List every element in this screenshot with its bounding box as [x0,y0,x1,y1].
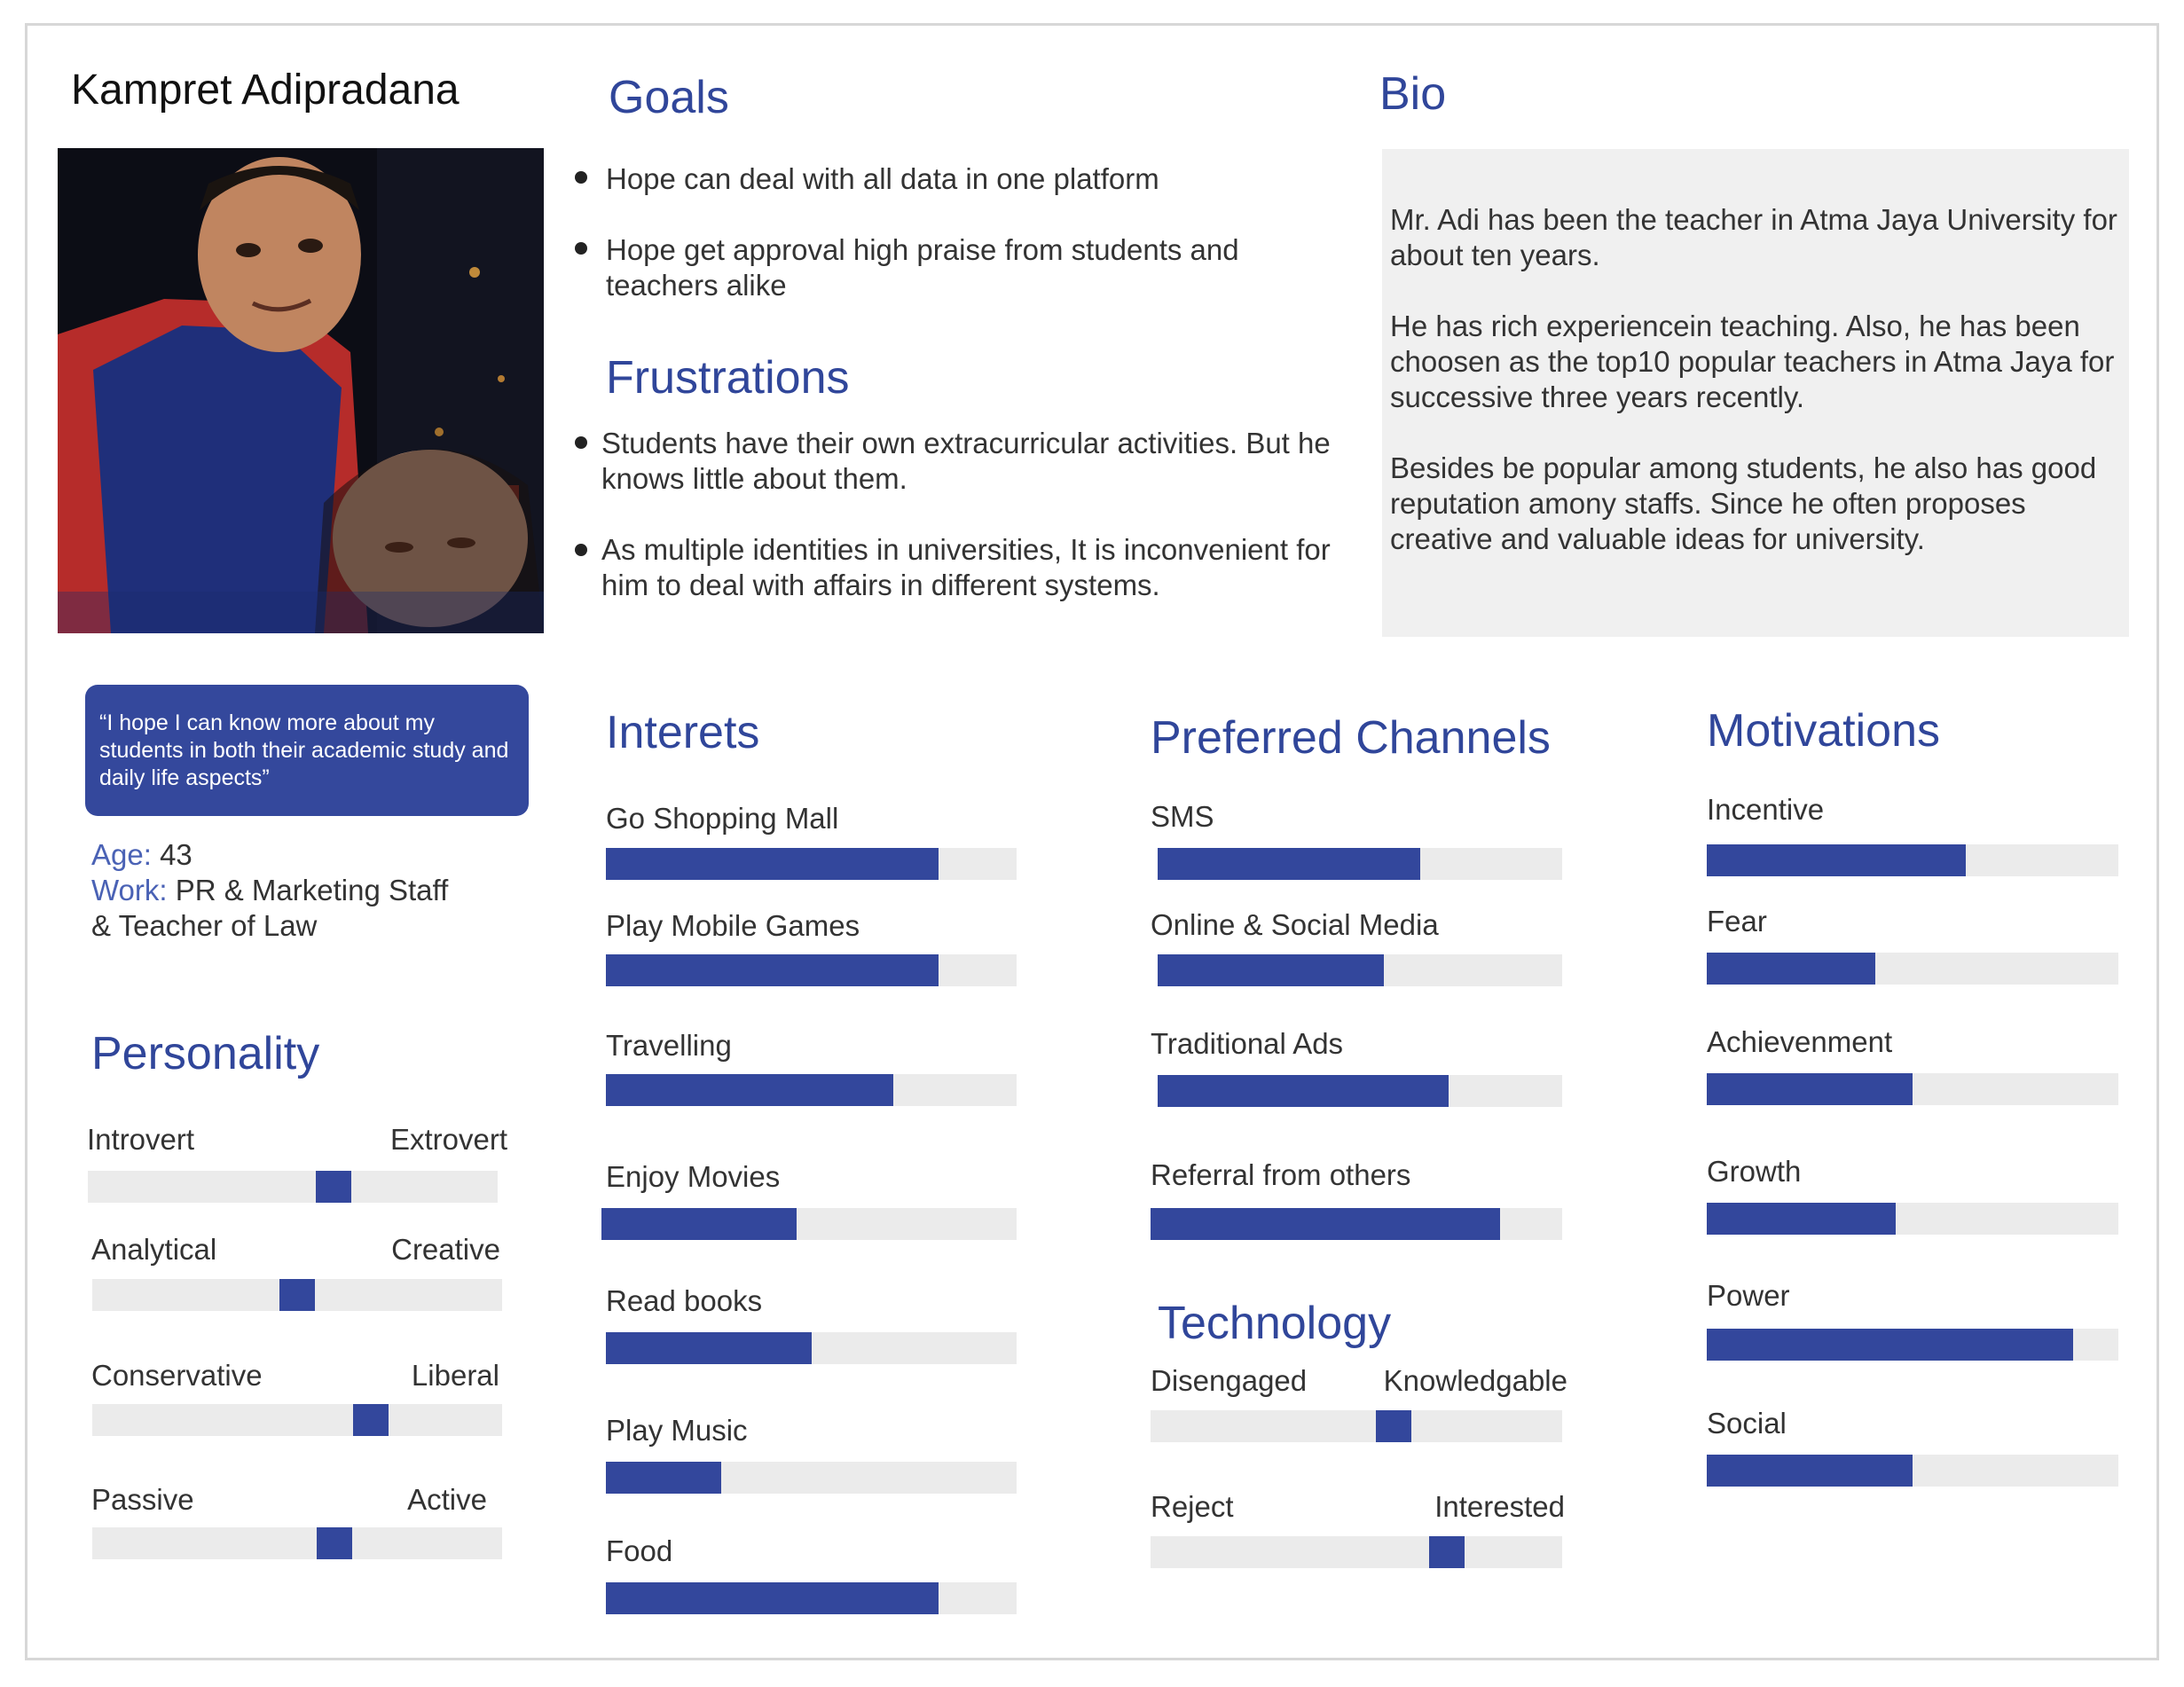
frustration-item: As multiple identities in universities, It is inconvenient for him to deal with affairs in different systems. [601,533,1331,601]
motivation-bar [1707,1455,2118,1487]
persona-age [91,837,192,873]
bar-fill [1707,953,1875,985]
motivation-label: Incentive [1707,793,1825,826]
bar-fill [1158,1075,1449,1107]
scale-right-label: Liberal [411,1359,499,1392]
interest-label: Play Mobile Games [606,909,860,942]
channel-bar [1158,1075,1562,1107]
bio-paragraph: He has rich experiencein teaching. Also, he has been choosen as the top10 popular teachers in Atma Jaya for successive three years recently. [1390,310,2115,413]
bar-fill [1158,954,1384,986]
channel-bar [1158,848,1562,880]
scale-left-label: Reject [1151,1490,1234,1523]
scale-right-label: Interested [1434,1490,1565,1523]
persona-photo [58,148,544,633]
bar-fill [606,954,939,986]
age-label: Age: [91,838,152,871]
bar-fill [606,1462,721,1494]
bar-fill [1707,1073,1913,1105]
motivation-bar [1707,1203,2118,1235]
motivation-bar [1707,953,2118,985]
interest-bar [606,1074,1017,1106]
channel-label: Online & Social Media [1151,908,1439,941]
frustration-item: Students have their own extracurricular activities. But he knows little about them. [601,427,1331,495]
bullet-icon [575,242,587,255]
bar-fill [606,1332,812,1364]
work-value-line2: & Teacher of Law [91,909,318,942]
interest-bar [606,1582,1017,1614]
technology-title: Technology [1158,1298,1392,1349]
channel-label: Referral from others [1151,1158,1411,1191]
scale-left-label: Introvert [87,1123,195,1156]
scale-marker [353,1404,389,1436]
personality-scale [88,1171,498,1203]
bar-fill [1707,1203,1896,1235]
bullet-icon [575,171,587,184]
interest-label: Go Shopping Mall [606,802,839,835]
interest-label: Food [606,1534,673,1567]
interest-bar [606,1332,1017,1364]
technology-scale [1151,1410,1562,1442]
channel-label: Traditional Ads [1151,1027,1344,1060]
motivation-label: Power [1707,1279,1790,1312]
bar-fill [601,1208,797,1240]
frustrations-title: Frustrations [606,352,850,404]
scale-left-label: Disengaged [1151,1364,1308,1397]
interest-label: Enjoy Movies [606,1160,781,1193]
bar-fill [1707,1329,2073,1361]
bio-panel [1382,149,2129,637]
interest-label: Play Music [606,1414,748,1447]
technology-scale [1151,1536,1562,1568]
bullet-icon [575,436,587,449]
interest-bar [606,848,1017,880]
interests-title: Interets [606,707,760,758]
channel-bar [1158,954,1562,986]
motivation-label: Fear [1707,905,1767,938]
channel-bar [1151,1208,1562,1240]
motivations-title: Motivations [1707,705,1940,757]
scale-marker [279,1279,315,1311]
personality-scale [92,1527,502,1559]
bar-fill [606,848,939,880]
persona-quote: “I hope I can know more about my students in both their academic study and daily life aspects” [85,685,529,816]
channels-title: Preferred Channels [1151,712,1551,764]
persona-work [91,873,448,908]
work-label: Work: [91,874,168,906]
channel-label: SMS [1151,800,1214,833]
motivation-label: Social [1707,1407,1787,1440]
interest-bar [606,1462,1017,1494]
interest-label: Read books [606,1284,763,1317]
motivation-bar [1707,844,2118,876]
goal-item: Hope can deal with all data in one platform [606,162,1159,195]
bar-fill [1707,844,1966,876]
work-value: PR & Marketing Staff [175,874,449,906]
scale-marker [317,1527,352,1559]
bar-fill [1158,848,1420,880]
goals-title: Goals [609,72,729,123]
bar-fill [1707,1455,1913,1487]
bio-paragraph: Mr. Adi has been the teacher in Atma Jaya University for about ten years. [1390,203,2117,271]
interest-label: Travelling [606,1029,732,1062]
motivation-label: Achievenment [1707,1025,1893,1058]
scale-marker [316,1171,351,1203]
scale-right-label: Active [407,1483,487,1516]
scale-right-label: Knowledgable [1383,1364,1567,1397]
interest-bar [601,1208,1017,1240]
personality-title: Personality [91,1028,320,1079]
bar-fill [606,1074,893,1106]
scale-left-label: Conservative [91,1359,263,1392]
interest-bar [606,954,1017,986]
personality-scale [92,1404,502,1436]
bio-title: Bio [1379,68,1447,120]
bullet-icon [575,544,587,556]
persona-name: Kampret Adipradana [71,67,460,114]
bar-fill [606,1582,939,1614]
scale-right-label: Extrovert [389,1123,507,1156]
bio-paragraph: Besides be popular among students, he also has good reputation amony staffs. Since he often proposes creative and valuable ideas for university. [1390,451,2097,555]
motivation-label: Growth [1707,1155,1802,1188]
personality-scale [92,1279,502,1311]
scale-right-label: Creative [391,1233,500,1266]
scale-left-label: Analytical [91,1233,217,1266]
motivation-bar [1707,1329,2118,1361]
scale-marker [1376,1410,1411,1442]
goal-item: Hope get approval high praise from students and teachers alike [606,233,1239,302]
motivation-bar [1707,1073,2118,1105]
scale-marker [1429,1536,1465,1568]
bar-fill [1151,1208,1500,1240]
age-value: 43 [160,838,192,871]
scale-left-label: Passive [91,1483,194,1516]
